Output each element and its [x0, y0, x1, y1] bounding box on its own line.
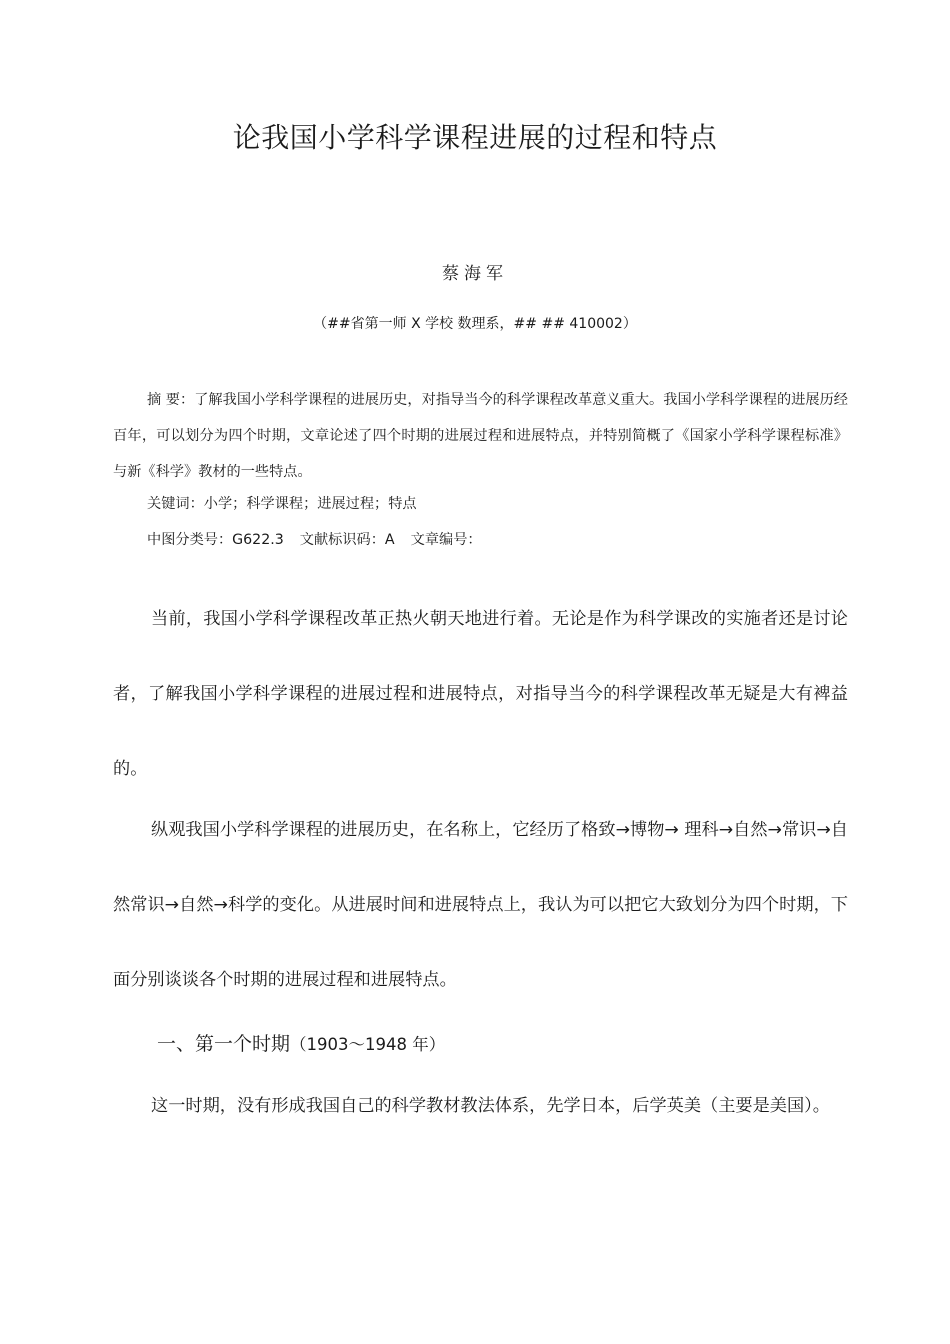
abstract-text: 了解我国小学科学课程的进展历史，对指导当今的科学课程改革意义重大。我国小学科学课程的进展历经百年，可以划分为四个时期，文章论述了四个时期的进展过程和进展特点，并特别简概了《国家小学科学课程标准》与新《科学》教材的一些特点。	[113, 392, 848, 480]
author-name: 蔡海军	[442, 264, 508, 284]
paper-title: 论我国小学科学课程进展的过程和特点	[232, 121, 718, 154]
keywords-text: 小学；科学课程；进展过程；特点	[203, 496, 417, 512]
author-affiliation: （##省第一师 X 学校 数理系，## ## 410002）	[313, 316, 637, 332]
doc-code-label: 文献标识码：	[299, 532, 385, 548]
keywords-label: 关键词：	[147, 496, 204, 512]
body-paragraph-1: 当前，我国小学科学课程改革正热火朝天地进行着。无论是作为科学课改的实施者还是讨论者，了解我国小学科学课程的进展过程和进展特点，对指导当今的科学课程改革无疑是大有裨益的。	[113, 609, 848, 779]
clc-label: 中图分类号：	[147, 532, 233, 548]
keywords-line	[147, 492, 417, 516]
section-heading-years: （1903～1948 年）	[290, 1035, 446, 1054]
section-1-paragraph: 这一时期，没有形成我国自己的科学教材教法体系，先学日本，后学英美（主要是美国）。	[151, 1096, 830, 1116]
article-number-label: 文章编号：	[410, 532, 482, 548]
clc-value: G622.3	[232, 532, 284, 548]
abstract-label: 摘 要：	[147, 392, 195, 408]
abstract	[113, 382, 848, 490]
section-heading-1	[157, 1028, 445, 1061]
section-heading-text: 一、第一个时期	[157, 1033, 291, 1055]
classification-line	[147, 528, 482, 552]
body-paragraph-2: 纵观我国小学科学课程的进展历史，在名称上，它经历了格致→博物→ 理科→自然→常识→自然常识→自然→科学的变化。从进展时间和进展特点上，我认为可以把它大致划分为四个时期，下面分别谈谈各个时期的进展过程和进展特点。	[113, 820, 848, 990]
doc-code-value: A	[384, 532, 395, 548]
